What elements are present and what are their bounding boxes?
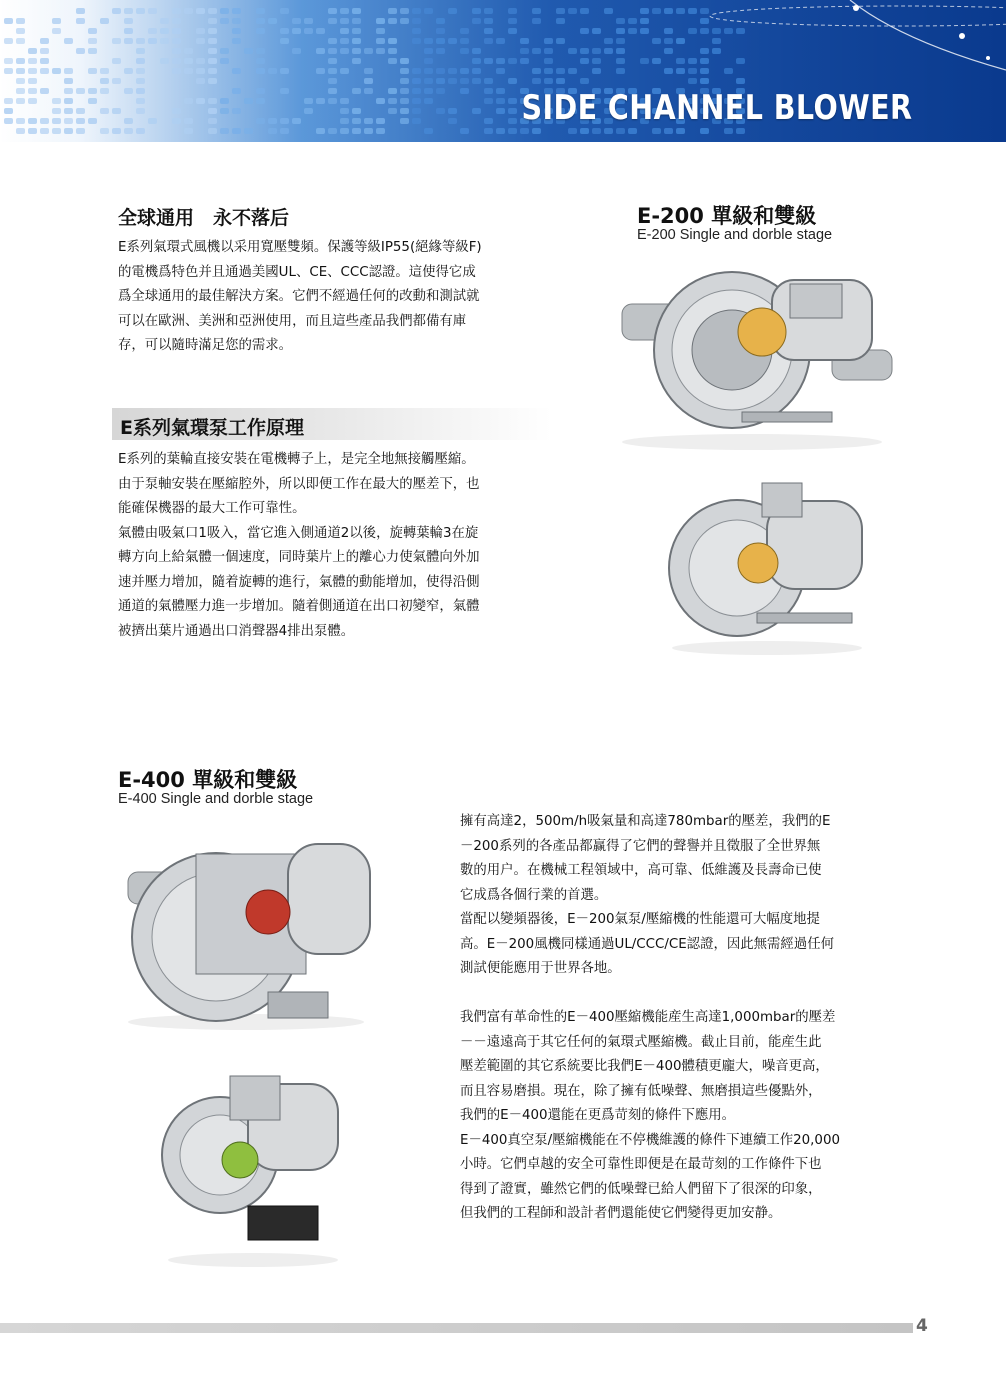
principle-line: E系列的葉輪直接安裝在電機轉子上，是完全地無接觸壓縮。	[118, 452, 475, 467]
principle-line: 能確保機器的最大工作可靠性。	[118, 501, 306, 516]
e200-title: E-200 單級和雙級	[637, 204, 817, 228]
principle-line: 氣體由吸氣口1吸入，當它進入側通道2以後，旋轉葉輪3在旋	[118, 525, 479, 541]
body-line: 而且容易磨損。現在，除了擁有低噪聲、無磨損這些優點外，	[460, 1083, 822, 1099]
body-line: 得到了證實，雖然它們的低噪聲已給人們留下了很深的印象，	[460, 1181, 822, 1197]
intro-line: 的電機爲特色并且通過美國UL、CE、CCC認證。這使得它成	[118, 264, 476, 280]
e400-single-stage-blower-image	[158, 1060, 348, 1270]
body-line: 擁有高達2，500m/h吸氣量和高達780mbar的壓差，我們的E	[460, 814, 831, 829]
body-line: 我們的E－400還能在更爲苛刻的條件下應用。	[460, 1108, 736, 1123]
intro-paragraph	[118, 236, 530, 359]
principle-paragraph	[118, 448, 530, 644]
body-line: 當配以變頻器後，E－200氣泵/壓縮機的性能還可大幅度地提	[460, 912, 820, 927]
body-line: 它成爲各個行業的首選。	[460, 887, 608, 903]
intro-line: 可以在歐洲、美洲和亞洲使用，而且這些產品我們都備有庫	[118, 313, 467, 329]
principle-heading: E系列氣環泵工作原理	[120, 417, 304, 439]
intro-line: 存，可以隨時滿足您的需求。	[118, 338, 293, 353]
body-line: 數的用户。在機械工程領域中，高可靠、低維護及長壽命已使	[460, 863, 822, 878]
banner-title: SIDE CHANNEL BLOWER	[521, 88, 912, 128]
principle-line: 由于泵軸安裝在壓縮腔外，所以即便工作在最大的壓差下，也	[118, 476, 480, 492]
body-line: 我們富有革命性的E－400壓縮機能産生高達1,000mbar的壓差	[460, 1010, 836, 1025]
page-number: 4	[916, 1316, 928, 1336]
e200-single-stage-blower-image	[662, 473, 872, 658]
e400-double-stage-blower-image	[118, 832, 374, 1032]
intro-heading: 全球通用 永不落后	[118, 207, 290, 229]
principle-line: 被擠出葉片通過出口消聲器4排出泵體。	[118, 623, 355, 639]
body-line	[460, 982, 870, 1007]
body-line: E－400真空泵/壓縮機能在不停機維護的條件下連續工作20,000	[460, 1132, 840, 1148]
body-line: －200系列的各產品都赢得了它們的聲譽并且徵服了全世界無	[460, 838, 821, 854]
intro-line: 爲全球通用的最佳解決方案。它們不經過任何的改動和測試就	[118, 289, 480, 304]
e200-subtitle: E-200 Single and dorble stage	[637, 227, 833, 243]
body-line: 小時。它們卓越的安全可靠性即便是在最苛刻的工作條件下也	[460, 1157, 822, 1172]
header-banner	[0, 0, 1006, 142]
e400-subtitle: E-400 Single and dorble stage	[118, 791, 314, 807]
principle-line: 速并壓力增加，隨着旋轉的進行，氣體的動能增加，使得沿側	[118, 574, 480, 590]
body-line: －－遠遠高于其它任何的氣環式壓縮機。截止目前，能産生此	[460, 1034, 822, 1050]
body-line: 高。E－200風機同樣通過UL/CCC/CE認證，因此無需經過任何	[460, 936, 834, 952]
e200-double-stage-blower-image	[612, 262, 902, 452]
footer-bar	[0, 1323, 913, 1333]
e400-title: E-400 單級和雙級	[118, 768, 298, 792]
body-line: 壓差範圍的其它系統要比我們E－400體積更龐大，噪音更高，	[460, 1059, 829, 1074]
body-line: 但我們的工程師和設計者們還能使它們變得更加安静。	[460, 1206, 782, 1221]
body-paragraph	[460, 810, 870, 1227]
intro-line: E系列氣環式風機以采用寬壓雙頻。保護等級IP55(絕緣等級F)	[118, 240, 482, 255]
principle-line: 通道的氣體壓力進一步增加。隨着側通道在出口初變窄，氣體	[118, 599, 480, 614]
principle-line: 轉方向上給氣體一個速度，同時葉片上的離心力使氣體向外加	[118, 550, 480, 565]
body-line: 測試便能應用于世界各地。	[460, 961, 621, 976]
